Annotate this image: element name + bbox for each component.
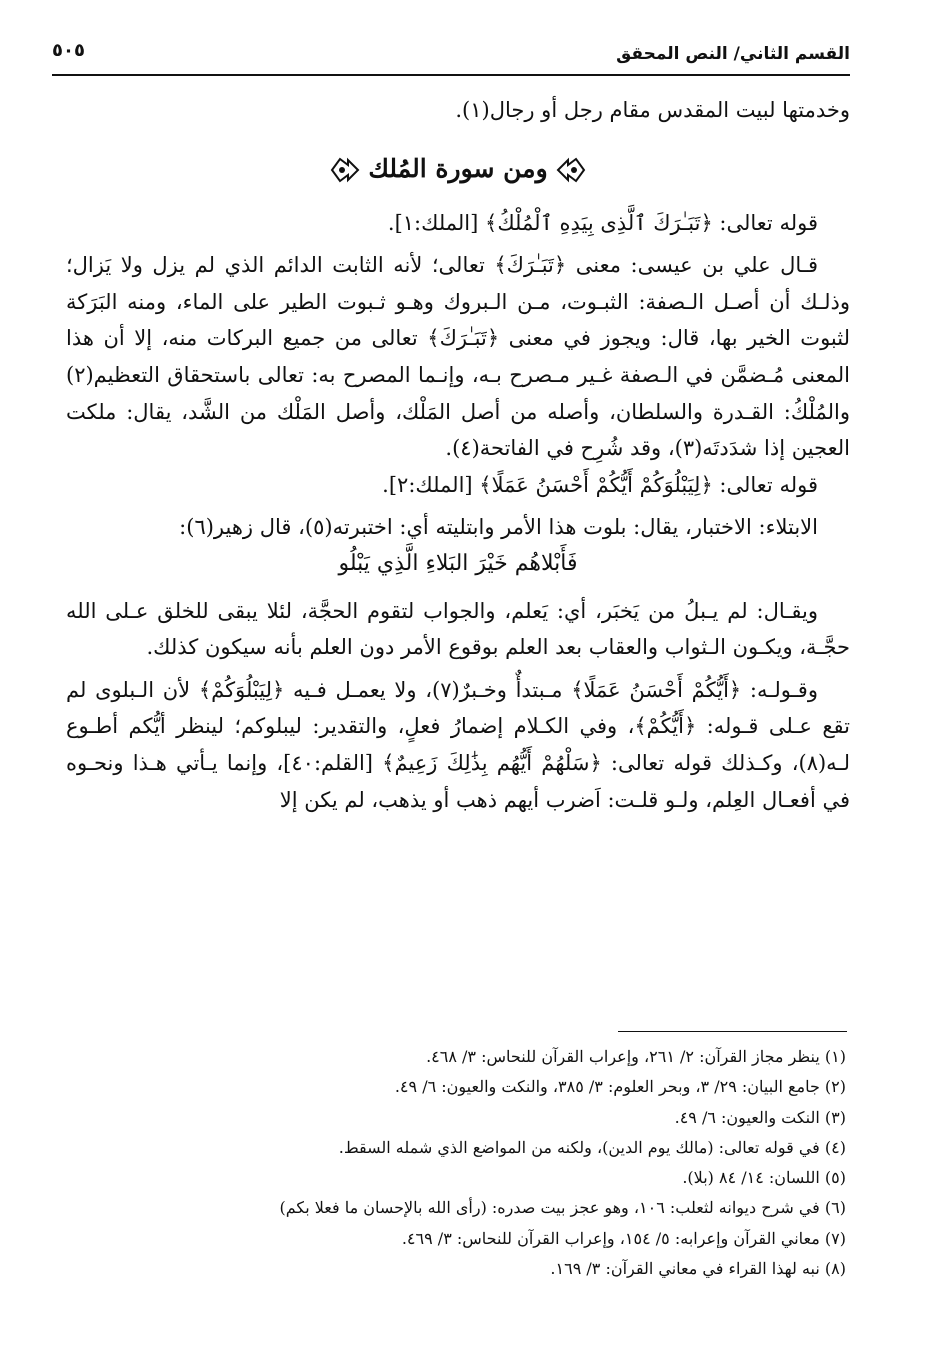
page-number: ٥٠٥ <box>52 40 85 61</box>
footnote: (٨) نبه لهذا القراء في معاني القرآن: ٣/ ١٦٩. <box>550 1259 846 1279</box>
ornament-right-icon <box>556 155 586 185</box>
commentary-paragraph-4: وقـولـه: ﴿أَيُّكُمْ أَحْسَنُ عَمَلًا﴾ مـبتدأٌ وخـبرٌ(٧)، ولا يعمـل فـيه ﴿لِيَبْلُوَكُمْ﴾ لأن الـبلوى لم تقع عـلى قـوله: ﴿أَيُّكُمْ﴾، وفي الكـلام إضمارُ فعلٍ، والتقدير: ليبلوكم؛ لينظر أيُّكم أطـوع لـه(٨)، وكـذلك قوله تعالى: ﴿سَلْهُمْ أَيُّهُم بِذَٰلِكَ زَعِيمٌ﴾ [القلم:٤٠]، وإنما يـأتي هـذا ونحـوه في أفعـال العِلم، ولـو قلـت: اَضرب أيهم ذهب أو يذهب، لم يكن إلا <box>66 677 850 812</box>
running-header <box>52 36 850 76</box>
footnote: (٧) معاني القرآن وإعرابه: ٥/ ١٥٤، وإعراب القرآن للنحاس: ٣/ ٤٦٩. <box>401 1228 846 1248</box>
footnote: (٤) في قوله تعالى: (مالك يوم الدين)، ولكنه من المواضع الذي شمله السقط. <box>338 1137 846 1157</box>
poetry-line: فَأَبْلاهُم خَيْرَ البَلاءِ الَّذِي يَبْلُو <box>338 550 578 576</box>
footnote: (٥) اللسان: ١٤/ ٨٤ (بلا). <box>682 1168 846 1188</box>
footnotes <box>66 1042 850 1284</box>
paragraph-continuation: وخدمتها لبيت المقدس مقام رجل أو رجال(١). <box>455 98 850 122</box>
main-text <box>66 92 850 818</box>
commentary-paragraph-2: الابتلاء: الاختبار، يقال: بلوت هذا الأمر وابتليته أي: اختبرته(٥)، قال زهير(٦): <box>179 515 818 540</box>
footnote: (٢) جامع البيان: ٢٩/ ٣، وبحر العلوم: ٣/ ٣٨٥، والنكت والعيون: ٦/ ٤٩. <box>394 1077 846 1097</box>
ornament-left-icon <box>330 155 360 185</box>
verse-quote-2: قوله تعالى: ﴿لِيَبْلُوَكُمْ أَيُّكُمْ أَحْسَنُ عَمَلًا﴾ [الملك:٢]. <box>382 472 818 497</box>
surah-heading <box>66 139 850 199</box>
footnote-rule <box>618 1031 847 1032</box>
footnote: (٦) في شرح ديوانه لثعلب: ١٠٦، وهو عجز بيت صدره: (رأى الله بالإحسان ما فعلا بكم) <box>279 1198 846 1218</box>
section-title: القسم الثاني/ النص المحقق <box>616 44 850 64</box>
surah-title: ومن سورة المُلك <box>368 153 548 183</box>
verse-quote-1: قوله تعالى: ﴿تَبَـٰرَكَ ٱلَّذِى بِيَدِهِ ٱلْمُلْكُ﴾ [الملك:١]. <box>387 210 818 235</box>
header-rule <box>52 74 850 76</box>
commentary-paragraph-1: قـال علي بن عيسى: معنى ﴿تَبَـٰرَكَ﴾ تعالى؛ لأنه الثابت الدائم الذي لم يزل ولا يَزال؛ وذلـك أن أصـل الـصفة: الثبـوت، مـن الـبروك وهـو ثـبوت الطير على الماء، ومنه البَرَكة لثبوت الخير بها، قال: ويجوز في معنى ﴿تَبَـٰرَكَ﴾ تعالى من جميع البركات منه، إلا أن هذا المعنى مُـضمَّن في الـصفة غـير مـصرح بـه، وإنـما المصرح به: تعالى باستحقاق التعظيم(٢) والمُلْكُ: القـدرة والسلطان، وأصله من أصل المَلْك، وأصل المَلْك من الشَّد، يقال: ملكت العجين إذا شدَدتَه(٣)، وقد شُرِح في الفاتحة(٤). <box>66 253 850 461</box>
footnote: (١) ينظر مجاز القرآن: ٢/ ٢٦١، وإعراب القرآن للنحاس: ٣/ ٤٦٨. <box>426 1047 846 1066</box>
commentary-paragraph-3: ويقـال: لم يـبلُ من يَخبَر، أي: يَعلم، والجواب لتقوم الحجَّة، لئلا يبقى للخلق عـلى الله حجَّـة، ويكـون الـثواب والعقاب بعد العلم بوقوع الأمر دون العلم بأنه سيكون كذلك. <box>66 598 850 660</box>
footnote: (٣) النكت والعيون: ٦/ ٤٩. <box>674 1107 846 1127</box>
